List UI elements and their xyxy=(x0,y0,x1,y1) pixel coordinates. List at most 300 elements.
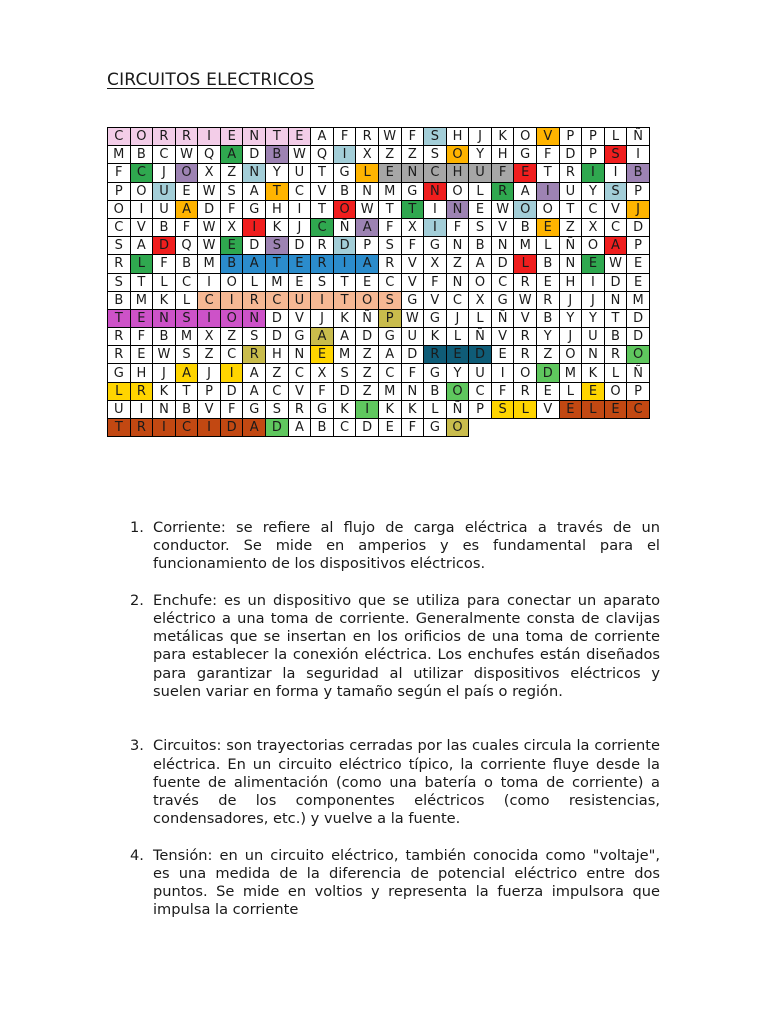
grid-cell: S xyxy=(379,292,402,310)
grid-cell: F xyxy=(131,328,154,346)
grid-cell: U xyxy=(153,183,176,201)
grid-cell: A xyxy=(514,183,537,201)
grid-cell: G xyxy=(492,292,515,310)
grid-cell: R xyxy=(108,328,131,346)
grid-cell: I xyxy=(582,164,605,182)
grid-cell: E xyxy=(560,401,583,419)
grid-cell: O xyxy=(447,383,470,401)
grid-cell: Y xyxy=(447,364,470,382)
grid-cell: M xyxy=(627,292,650,310)
grid-cell: C xyxy=(424,164,447,182)
grid-cell: J xyxy=(560,328,583,346)
grid-cell: C xyxy=(108,219,131,237)
grid-cell: I xyxy=(605,164,628,182)
grid-cell: O xyxy=(447,183,470,201)
definition-item xyxy=(130,519,660,574)
grid-cell: L xyxy=(153,274,176,292)
grid-cell: Ñ xyxy=(469,328,492,346)
grid-cell: T xyxy=(131,274,154,292)
definition-item xyxy=(130,592,660,701)
grid-cell: D xyxy=(469,346,492,364)
grid-cell: A xyxy=(243,255,266,273)
grid-cell: Z xyxy=(198,346,221,364)
grid-cell: F xyxy=(492,383,515,401)
grid-cell: G xyxy=(243,201,266,219)
grid-cell: S xyxy=(492,401,515,419)
grid-cell: D xyxy=(153,237,176,255)
grid-cell: R xyxy=(311,237,334,255)
grid-cell: F xyxy=(402,364,425,382)
grid-cell: T xyxy=(379,201,402,219)
grid-cell: N xyxy=(447,201,470,219)
grid-cell: S xyxy=(334,364,357,382)
grid-cell: N xyxy=(402,164,425,182)
grid-cell: T xyxy=(560,201,583,219)
grid-cell: A xyxy=(176,364,199,382)
grid-cell: I xyxy=(198,310,221,328)
grid-cell: I xyxy=(492,364,515,382)
definition-item xyxy=(130,737,660,828)
grid-cell: C xyxy=(627,401,650,419)
grid-cell: L xyxy=(605,128,628,146)
grid-cell: U xyxy=(153,201,176,219)
grid-cell: T xyxy=(334,292,357,310)
grid-cell: J xyxy=(198,364,221,382)
grid-cell: G xyxy=(424,237,447,255)
grid-cell: K xyxy=(266,219,289,237)
grid-cell: J xyxy=(153,164,176,182)
grid-cell: R xyxy=(108,346,131,364)
grid-cell: C xyxy=(311,219,334,237)
grid-cell: B xyxy=(153,328,176,346)
definitions-list xyxy=(130,519,660,919)
grid-cell: B xyxy=(514,219,537,237)
grid-cell: B xyxy=(311,419,334,437)
grid-cell: C xyxy=(379,274,402,292)
grid-cell: P xyxy=(582,146,605,164)
grid-cell: S xyxy=(266,401,289,419)
grid-cell: G xyxy=(424,310,447,328)
grid-cell: Z xyxy=(402,146,425,164)
grid-cell: K xyxy=(153,292,176,310)
grid-cell: I xyxy=(221,292,244,310)
grid-cell: I xyxy=(243,219,266,237)
grid-cell: O xyxy=(537,201,560,219)
grid-cell: X xyxy=(469,292,492,310)
grid-cell: V xyxy=(198,401,221,419)
grid-cell: T xyxy=(108,419,131,437)
grid-cell: N xyxy=(492,237,515,255)
grid-cell: J xyxy=(582,292,605,310)
grid-cell: F xyxy=(424,274,447,292)
grid-cell: W xyxy=(153,346,176,364)
grid-cell: J xyxy=(627,201,650,219)
grid-cell: S xyxy=(311,274,334,292)
grid-cell: P xyxy=(627,383,650,401)
grid-cell: O xyxy=(447,146,470,164)
grid-cell: X xyxy=(311,364,334,382)
grid-cell: L xyxy=(514,401,537,419)
grid-cell: B xyxy=(537,310,560,328)
grid-cell: J xyxy=(469,128,492,146)
grid-cell: E xyxy=(537,274,560,292)
grid-cell: L xyxy=(560,383,583,401)
grid-cell: I xyxy=(289,201,312,219)
grid-cell: C xyxy=(266,383,289,401)
grid-cell: S xyxy=(243,328,266,346)
grid-cell: O xyxy=(334,201,357,219)
grid-cell: S xyxy=(424,128,447,146)
grid-cell: U xyxy=(582,328,605,346)
grid-cell: F xyxy=(221,401,244,419)
grid-cell: B xyxy=(131,146,154,164)
grid-cell: M xyxy=(379,183,402,201)
grid-cell: O xyxy=(131,128,154,146)
grid-cell: F xyxy=(537,146,560,164)
grid-cell: Y xyxy=(582,183,605,201)
grid-cell: C xyxy=(153,146,176,164)
grid-cell: C xyxy=(492,274,515,292)
grid-cell: S xyxy=(424,146,447,164)
word-search-grid xyxy=(107,127,650,437)
grid-cell: Ñ xyxy=(560,237,583,255)
grid-cell: L xyxy=(356,164,379,182)
grid-cell: C xyxy=(605,219,628,237)
grid-cell: B xyxy=(266,146,289,164)
grid-cell: V xyxy=(605,201,628,219)
grid-cell: E xyxy=(289,274,312,292)
grid-cell: H xyxy=(266,201,289,219)
grid-cell: K xyxy=(334,401,357,419)
grid-cell: R xyxy=(514,328,537,346)
grid-cell: A xyxy=(243,183,266,201)
grid-cell: J xyxy=(447,310,470,328)
grid-cell: R xyxy=(514,346,537,364)
grid-cell: S xyxy=(379,237,402,255)
grid-cell: G xyxy=(334,164,357,182)
grid-cell: B xyxy=(424,383,447,401)
grid-cell: V xyxy=(537,401,560,419)
grid-cell: N xyxy=(402,383,425,401)
definition-text: Enchufe: es un dispositivo que se utiliza para conectar un aparato eléctrico a una toma de corriente. Generalmente consta de clavijas metálicas que se insertan en los orificios de una toma de corriente para establecer la conexión eléctrica. Los enchufes están diseñados para garantizar la seguridad al utilizar dispositivos eléctricos y suelen variar en forma y tamaño según el país o región. xyxy=(153,591,660,700)
grid-cell: E xyxy=(492,346,515,364)
grid-cell: D xyxy=(266,419,289,437)
grid-cell: S xyxy=(176,346,199,364)
grid-cell: Y xyxy=(582,310,605,328)
grid-cell: O xyxy=(221,274,244,292)
grid-cell: E xyxy=(447,346,470,364)
grid-cell: Z xyxy=(221,328,244,346)
grid-cell: D xyxy=(356,419,379,437)
grid-cell: W xyxy=(402,310,425,328)
grid-cell: N xyxy=(153,310,176,328)
grid-cell: E xyxy=(627,255,650,273)
grid-cell: W xyxy=(356,201,379,219)
definition-item xyxy=(130,847,660,920)
grid-cell: S xyxy=(469,219,492,237)
grid-cell: Z xyxy=(447,255,470,273)
grid-cell: V xyxy=(492,219,515,237)
grid-cell: I xyxy=(131,201,154,219)
grid-cell: H xyxy=(131,364,154,382)
grid-cell: R xyxy=(243,292,266,310)
grid-cell: I xyxy=(153,419,176,437)
grid-cell: C xyxy=(131,164,154,182)
grid-cell: R xyxy=(379,255,402,273)
grid-cell: X xyxy=(424,255,447,273)
grid-cell: B xyxy=(537,255,560,273)
grid-cell: B xyxy=(176,255,199,273)
grid-cell: C xyxy=(379,364,402,382)
grid-cell: C xyxy=(266,292,289,310)
grid-cell: X xyxy=(198,328,221,346)
grid-cell: Z xyxy=(221,164,244,182)
grid-cell: C xyxy=(289,364,312,382)
grid-cell: W xyxy=(198,219,221,237)
grid-cell: V xyxy=(537,128,560,146)
grid-cell: V xyxy=(131,219,154,237)
grid-cell: R xyxy=(311,255,334,273)
grid-cell: X xyxy=(582,219,605,237)
grid-cell: L xyxy=(469,310,492,328)
grid-cell: E xyxy=(537,219,560,237)
grid-cell: L xyxy=(108,383,131,401)
grid-cell: P xyxy=(356,237,379,255)
grid-cell: D xyxy=(537,364,560,382)
grid-cell: I xyxy=(537,183,560,201)
grid-cell: K xyxy=(153,383,176,401)
grid-cell: T xyxy=(537,164,560,182)
grid-cell: O xyxy=(221,310,244,328)
grid-cell: F xyxy=(379,219,402,237)
grid-cell: O xyxy=(447,419,470,437)
grid-cell: G xyxy=(402,183,425,201)
grid-cell: B xyxy=(605,328,628,346)
grid-cell: D xyxy=(605,274,628,292)
grid-cell: U xyxy=(469,164,492,182)
grid-cell: L xyxy=(537,237,560,255)
definition-text: Circuitos: son trayectorias cerradas por las cuales circula la corriente eléctrica. En un circuito eléctrico típico, la corriente fluye desde la fuente de alimentación (como una batería o toma de corriente) a través de los componentes eléctricos (como resistencias, condensadores, etc.) y vuelve a la fuente. xyxy=(153,737,660,828)
grid-cell: K xyxy=(492,128,515,146)
grid-cell: Ñ xyxy=(447,401,470,419)
grid-cell: A xyxy=(334,328,357,346)
grid-cell: N xyxy=(243,164,266,182)
grid-cell: Q xyxy=(198,146,221,164)
grid-cell: Ñ xyxy=(492,310,515,328)
grid-cell: W xyxy=(176,146,199,164)
grid-cell: W xyxy=(514,292,537,310)
grid-cell: N xyxy=(289,346,312,364)
grid-cell: S xyxy=(108,274,131,292)
grid-cell: T xyxy=(266,128,289,146)
grid-cell: C xyxy=(176,419,199,437)
grid-cell: Ñ xyxy=(334,219,357,237)
grid-cell: N xyxy=(605,292,628,310)
grid-cell: R xyxy=(514,274,537,292)
grid-cell: S xyxy=(266,237,289,255)
grid-cell: E xyxy=(221,237,244,255)
grid-cell: W xyxy=(605,255,628,273)
grid-cell: J xyxy=(560,292,583,310)
grid-cell: H xyxy=(492,146,515,164)
grid-cell: F xyxy=(402,128,425,146)
grid-cell: A xyxy=(605,237,628,255)
grid-cell: F xyxy=(447,219,470,237)
grid-cell: N xyxy=(424,183,447,201)
grid-cell: F xyxy=(402,419,425,437)
grid-cell: H xyxy=(447,128,470,146)
grid-cell: D xyxy=(334,383,357,401)
grid-cell: Ñ xyxy=(627,364,650,382)
grid-cell: A xyxy=(379,346,402,364)
grid-cell: D xyxy=(627,328,650,346)
grid-cell: G xyxy=(311,401,334,419)
grid-cell: D xyxy=(266,310,289,328)
grid-cell: C xyxy=(108,128,131,146)
grid-cell: A xyxy=(311,128,334,146)
grid-cell: V xyxy=(424,292,447,310)
grid-cell: I xyxy=(356,401,379,419)
grid-cell: R xyxy=(492,183,515,201)
grid-cell: D xyxy=(627,310,650,328)
grid-cell: C xyxy=(334,419,357,437)
grid-cell: F xyxy=(176,219,199,237)
grid-cell: L xyxy=(131,255,154,273)
grid-cell: Z xyxy=(356,346,379,364)
grid-cell: B xyxy=(469,237,492,255)
grid-cell: X xyxy=(221,219,244,237)
grid-cell: O xyxy=(627,346,650,364)
grid-cell: D xyxy=(221,419,244,437)
grid-cell: Z xyxy=(560,219,583,237)
grid-cell: C xyxy=(289,183,312,201)
grid-cell: I xyxy=(221,364,244,382)
grid-cell: Y xyxy=(266,164,289,182)
grid-cell: T xyxy=(402,201,425,219)
grid-cell: D xyxy=(289,237,312,255)
definition-number: 4. xyxy=(130,846,144,864)
grid-cell: C xyxy=(176,274,199,292)
grid-cell: Y xyxy=(469,146,492,164)
grid-cell: M xyxy=(108,146,131,164)
grid-cell: D xyxy=(560,146,583,164)
grid-cell: O xyxy=(131,183,154,201)
grid-cell: E xyxy=(469,201,492,219)
grid-cell: E xyxy=(537,383,560,401)
grid-cell: D xyxy=(492,255,515,273)
grid-cell: D xyxy=(356,328,379,346)
grid-cell: O xyxy=(514,201,537,219)
grid-cell: C xyxy=(198,292,221,310)
grid-cell: B xyxy=(334,183,357,201)
grid-cell: K xyxy=(424,328,447,346)
grid-cell: N xyxy=(356,183,379,201)
grid-cell: F xyxy=(311,383,334,401)
grid-cell: L xyxy=(424,401,447,419)
grid-cell: Y xyxy=(560,310,583,328)
grid-cell: R xyxy=(108,255,131,273)
grid-cell: X xyxy=(356,146,379,164)
grid-cell: B xyxy=(176,401,199,419)
grid-cell: N xyxy=(560,255,583,273)
grid-cell: P xyxy=(627,237,650,255)
grid-cell: E xyxy=(582,255,605,273)
grid-cell: I xyxy=(334,255,357,273)
grid-cell: W xyxy=(198,237,221,255)
grid-cell: E xyxy=(289,128,312,146)
grid-cell: S xyxy=(108,237,131,255)
grid-cell: Z xyxy=(537,346,560,364)
grid-cell: R xyxy=(537,292,560,310)
grid-cell: R xyxy=(131,383,154,401)
grid-cell: I xyxy=(424,219,447,237)
grid-cell: C xyxy=(582,201,605,219)
grid-cell: A xyxy=(243,364,266,382)
grid-cell: E xyxy=(131,310,154,328)
grid-cell: U xyxy=(402,328,425,346)
definition-text: Tensión: en un circuito eléctrico, también conocida como "voltaje", es una medida de la diferencia de potencial eléctrico entre dos puntos. Se mide en voltios y representa la fuerza impulsora que impulsa la corriente xyxy=(153,846,660,919)
grid-cell: R xyxy=(560,164,583,182)
grid-cell: P xyxy=(582,128,605,146)
grid-cell: V xyxy=(492,328,515,346)
grid-cell: A xyxy=(221,146,244,164)
grid-cell: N xyxy=(153,401,176,419)
grid-cell: H xyxy=(266,346,289,364)
grid-cell: C xyxy=(469,383,492,401)
grid-cell: D xyxy=(221,383,244,401)
grid-cell: U xyxy=(560,183,583,201)
grid-cell: A xyxy=(469,255,492,273)
grid-cell: B xyxy=(221,255,244,273)
grid-cell: C xyxy=(221,346,244,364)
grid-cell: T xyxy=(266,255,289,273)
grid-cell: F xyxy=(108,164,131,182)
grid-cell: I xyxy=(424,201,447,219)
grid-cell: I xyxy=(627,146,650,164)
grid-cell: E xyxy=(356,274,379,292)
grid-cell: P xyxy=(379,310,402,328)
grid-cell: F xyxy=(153,255,176,273)
grid-cell: G xyxy=(514,146,537,164)
grid-cell: L xyxy=(582,401,605,419)
grid-cell: I xyxy=(334,146,357,164)
grid-cell: R xyxy=(424,346,447,364)
grid-cell: N xyxy=(243,128,266,146)
grid-cell: O xyxy=(176,164,199,182)
grid-cell: W xyxy=(198,183,221,201)
grid-cell: R xyxy=(514,383,537,401)
document-title: CIRCUITOS ELECTRICOS xyxy=(107,70,315,90)
grid-cell: R xyxy=(176,128,199,146)
grid-cell: W xyxy=(379,128,402,146)
grid-cell: P xyxy=(627,183,650,201)
grid-cell: F xyxy=(334,128,357,146)
grid-cell: D xyxy=(243,237,266,255)
grid-cell: V xyxy=(289,383,312,401)
grid-cell: E xyxy=(379,164,402,182)
grid-cell: L xyxy=(605,364,628,382)
grid-cell: O xyxy=(582,237,605,255)
grid-cell: E xyxy=(221,128,244,146)
grid-cell: T xyxy=(176,383,199,401)
grid-cell: O xyxy=(605,383,628,401)
grid-cell: X xyxy=(402,219,425,237)
grid-cell: U xyxy=(289,292,312,310)
grid-cell: T xyxy=(311,201,334,219)
grid-cell: O xyxy=(560,346,583,364)
grid-cell: O xyxy=(469,274,492,292)
definition-number: 1. xyxy=(130,519,144,536)
